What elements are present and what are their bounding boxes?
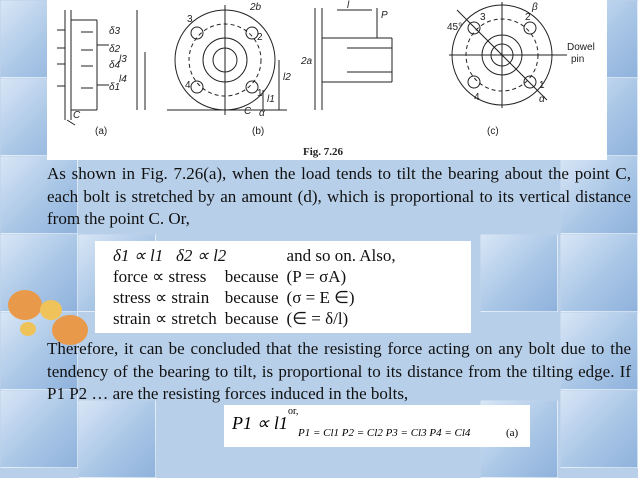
label-delta3: δ3 xyxy=(109,26,121,37)
label-delta1: δ1 xyxy=(109,82,121,93)
label-2b: 2b xyxy=(250,2,262,13)
label-pin: pin xyxy=(571,54,585,65)
label-l-side: l xyxy=(347,0,350,11)
relation-also: and so on. Also, xyxy=(286,246,396,265)
label-beta: β xyxy=(532,2,538,13)
label-delta4: δ4 xyxy=(109,60,121,71)
formula-tag: (a) xyxy=(506,427,519,439)
relation-left-0: force ∝ stress xyxy=(113,267,207,286)
label-bolt3-b: 3 xyxy=(187,14,193,25)
relation-right-1: (σ = E ∈) xyxy=(286,288,355,307)
label-delta2: δ2 xyxy=(109,44,121,55)
paragraph-2: Therefore, it can be concluded that the resisting force acting on any bolt due to the tendency of the bearing to tilt, is proportional to its distance from the tilting edge. If P1 P2 … are the resisting forces induced in the bolts, xyxy=(47,339,631,403)
label-alpha-c: α xyxy=(539,94,545,105)
label-2a: 2a xyxy=(301,56,313,67)
relation-right-2: (∈ = δ/l) xyxy=(286,309,349,328)
relation-mid-1: because xyxy=(224,288,279,307)
label-c-b: C xyxy=(244,106,252,117)
formula-equations: P1 = Cl1 P2 = Cl2 P3 = Cl3 P4 = Cl4 xyxy=(298,427,471,439)
relation-mid-2: because xyxy=(224,309,279,328)
inline-formula xyxy=(224,405,530,447)
formula-or: or, xyxy=(288,406,299,417)
label-sub-c: (c) xyxy=(487,126,499,137)
label-sub-a: (a) xyxy=(95,126,108,137)
view-a xyxy=(57,10,109,125)
view-c xyxy=(449,2,567,108)
label-c-a: C xyxy=(73,110,81,121)
label-p: P xyxy=(381,10,388,21)
label-dowel: Dowel xyxy=(567,42,595,53)
figure-7-26 xyxy=(47,0,607,160)
relation-delta1: δ1 ∝ l1 xyxy=(113,246,164,265)
label-alpha-b: α xyxy=(259,108,265,119)
label-l3: l3 xyxy=(119,54,127,65)
label-l4: l4 xyxy=(119,74,127,85)
label-bolt2-c: 2 xyxy=(525,12,531,23)
label-sub-b: (b) xyxy=(252,126,265,137)
relation-delta2: δ2 ∝ l2 xyxy=(176,246,227,265)
label-bolt1-b: 1 xyxy=(257,88,263,99)
paragraph-1: As shown in Fig. 7.26(a), when the load tends to tilt the bearing about the point C, each bolt is stretched by an amount (d), which is proportional to its vertical distance from the point C. Or, xyxy=(47,164,631,228)
relation-left-1: stress ∝ strain xyxy=(113,288,210,307)
relations-panel xyxy=(95,241,471,333)
formula-proportional: P1 ∝ l1 xyxy=(232,413,288,433)
bearing-diagram xyxy=(47,0,607,160)
relation-right-0: (P = σA) xyxy=(286,267,347,286)
label-bolt3-c: 3 xyxy=(480,12,486,23)
relation-left-2: strain ∝ stretch xyxy=(113,309,217,328)
label-bolt4-c: 4 xyxy=(474,92,480,103)
label-45deg: 45° xyxy=(447,22,463,33)
relation-mid-0: because xyxy=(224,267,279,286)
side-view xyxy=(315,8,392,110)
figure-caption: Fig. 7.26 xyxy=(303,146,344,158)
label-bolt4-b: 4 xyxy=(185,80,191,91)
label-l2: l2 xyxy=(283,72,291,83)
label-bolt2-b: 2 xyxy=(257,32,263,43)
label-l1: l1 xyxy=(267,94,275,105)
label-bolt1-c: 1 xyxy=(539,80,545,91)
